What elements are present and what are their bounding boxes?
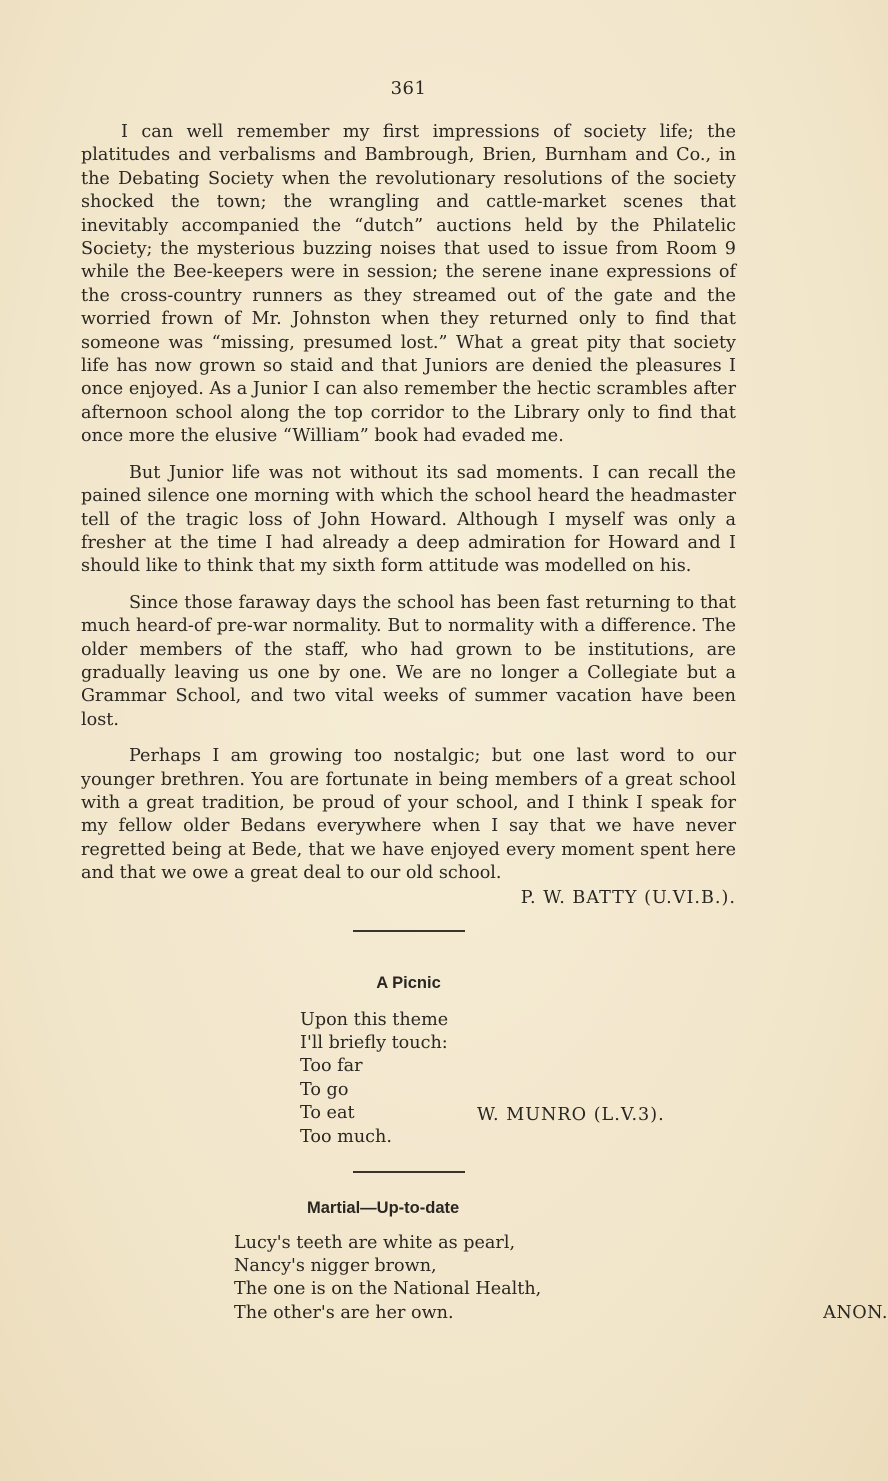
martial-author: ANON. (823, 1302, 888, 1323)
poem-line: Too much. (300, 1126, 392, 1147)
essay-paragraph: I can well remember my first impressions of society life; the platitudes and verbalisms and Bambrough, Brien, Burnham and Co., in the Debating Society when the revolutionary resolutions of the society shocked the town; the wrangling and cattle-market scenes that inevitably accompanied the “dutch” auctions held by the Philatelic Society; the mysterious buzzing noises that used to issue from Room 9 while the Bee-keepers were in session; the serene inane expressions of the cross-country runners as they streamed out of the gate and the worried frown of Mr. Johnston when they returned only to find that someone was “missing, presumed lost.” What a great pity that society life has now grown so staid and that Juniors are denied the pleasures I once enjoyed. As a Junior I can also remember the hectic scrambles after afternoon school along the top corridor to the Library only to find that once more the elusive “William” book had evaded me. (81, 122, 736, 447)
martial-title: Martial—Up-to-date (307, 1198, 460, 1217)
essay (81, 121, 736, 908)
poem-line: Upon this theme (300, 1009, 449, 1030)
poem-line: Lucy's teeth are white as pearl, (234, 1232, 516, 1253)
essay-paragraph: But Junior life was not without its sad moments. I can recall the pained silence one morning with which the school heard the headmaster tell of the tragic loss of John Howard. Although I myself was only a fresher at the time I had already a deep admiration for Howard and I should like to think that my sixth form attitude was modelled on his. (81, 462, 736, 577)
section-divider (353, 1171, 465, 1173)
poem-line: The other's are her own. (234, 1302, 454, 1323)
picnic-author: W. MUNRO (L.V.3). (477, 1104, 665, 1125)
essay-paragraph: Since those faraway days the school has been fast returning to that much heard-of pre-war normality. But to normality with a difference. The older members of the staff, who had grown to be institutions, are gradually leaving us one by one. We are no longer a Collegiate but a Grammar School, and two vital weeks of summer vacation have been lost. (81, 592, 736, 730)
section-divider (353, 930, 465, 932)
essay-paragraph: Perhaps I am growing too nostalgic; but one last word to our younger brethren. You are fortunate in being members of a great school with a great tradition, be proud of your school, and I think I speak for my fellow older Bedans everywhere when I say that we have never regretted being at Bede, that we have enjoyed every moment spent here and that we owe a great deal to our old school. (81, 746, 736, 884)
poem-line: The one is on the National Health, (234, 1279, 542, 1300)
martial-poem (234, 1232, 888, 1326)
picnic-poem (300, 1009, 736, 1169)
page-number: 361 (390, 78, 427, 99)
poem-line: I'll briefly touch: (300, 1033, 448, 1053)
poem-line: To eat (300, 1103, 355, 1124)
poem-line: To go (300, 1079, 349, 1100)
picnic-title: A Picnic (376, 973, 441, 992)
page (81, 78, 888, 1325)
poem-line: Too far (300, 1056, 363, 1077)
poem-line: Nancy's nigger brown, (234, 1256, 437, 1276)
essay-signature: P. W. BATTY (U.VI.B.). (520, 887, 736, 908)
